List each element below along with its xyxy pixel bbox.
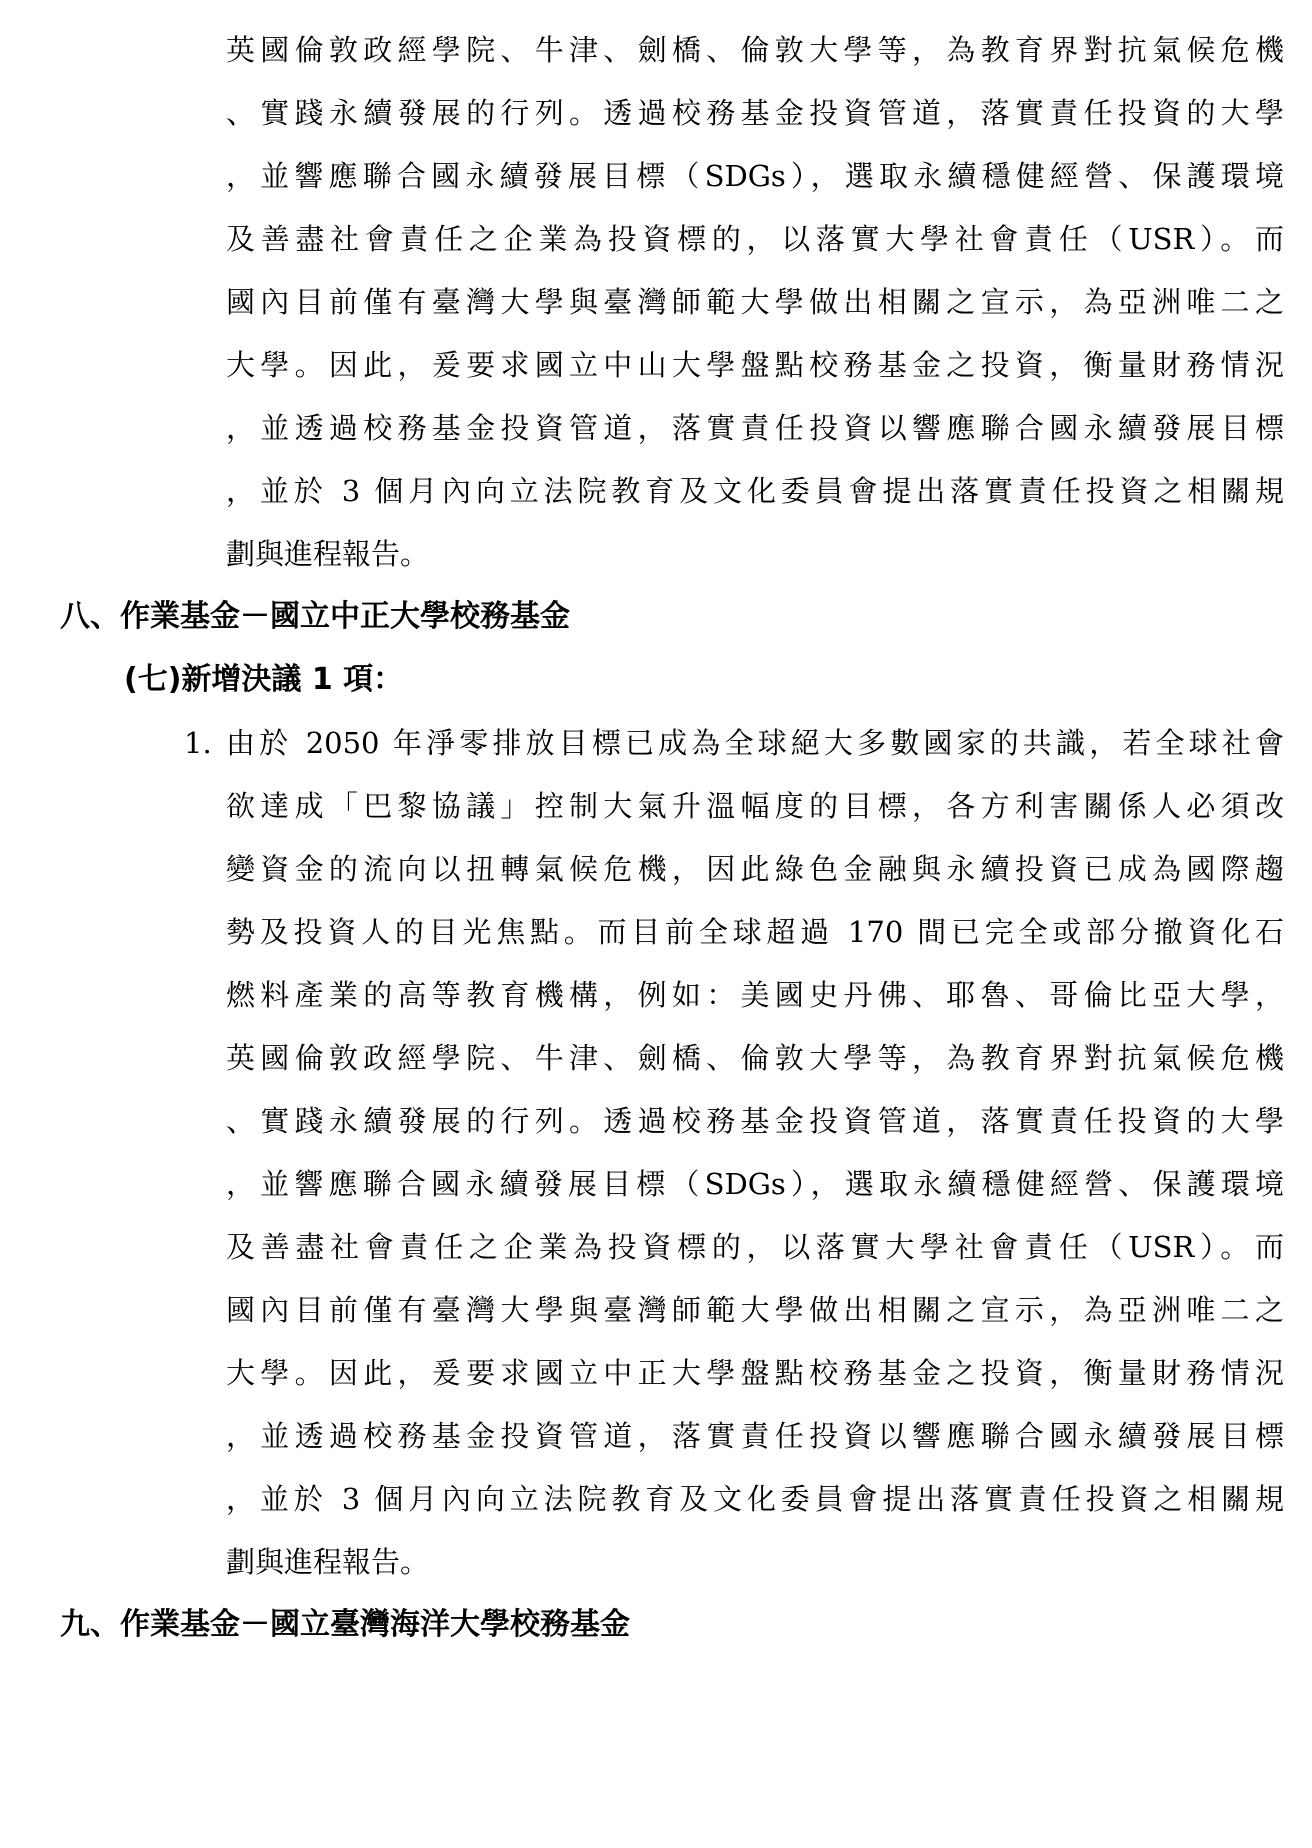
item-line: 欲達成「巴黎協議」控制大氣升溫幅度的目標，各方利害關係人必須改: [226, 789, 1284, 823]
paragraph-line: 及善盡社會責任之企業為投資標的，以落實大學社會責任（USR）。而: [226, 222, 1284, 256]
paragraph-line: ，並透過校務基金投資管道，落實責任投資以響應聯合國永續發展目標: [226, 411, 1284, 445]
paragraph-line: ，並於 3 個月內向立法院教育及文化委員會提出落實責任投資之相關規: [226, 474, 1284, 508]
item-number: 1.: [184, 726, 212, 760]
item-line: 燃料產業的高等教育機構，例如：美國史丹佛、耶魯、哥倫比亞大學，: [226, 978, 1284, 1012]
paragraph-line: 大學。因此，爰要求國立中山大學盤點校務基金之投資，衡量財務情況: [226, 348, 1284, 382]
item-line: 勢及投資人的目光焦點。而目前全球超過 170 間已完全或部分撤資化石: [226, 915, 1284, 949]
item-line: 及善盡社會責任之企業為投資標的，以落實大學社會責任（USR）。而: [226, 1230, 1284, 1264]
resolution-subheading: (七)新增決議 1 項：: [124, 662, 404, 697]
item-line: 變資金的流向以扭轉氣候危機，因此綠色金融與永續投資已成為國際趨: [226, 852, 1284, 886]
paragraph-line: ，並響應聯合國永續發展目標（SDGs），選取永續穩健經營、保護環境: [226, 159, 1284, 193]
item-line: ，並於 3 個月內向立法院教育及文化委員會提出落實責任投資之相關規: [226, 1482, 1284, 1516]
item-line: 大學。因此，爰要求國立中正大學盤點校務基金之投資，衡量財務情況: [226, 1356, 1284, 1390]
item-line: 由於 2050 年淨零排放目標已成為全球絕大多數國家的共識，若全球社會: [226, 726, 1284, 760]
section-heading-9: 九、作業基金－國立臺灣海洋大學校務基金: [60, 1607, 630, 1642]
item-line: ，並響應聯合國永續發展目標（SDGs），選取永續穩健經營、保護環境: [226, 1167, 1284, 1201]
paragraph-line: 劃與進程報告。: [226, 537, 430, 571]
item-line: 國內目前僅有臺灣大學與臺灣師範大學做出相關之宣示，為亞洲唯二之: [226, 1293, 1284, 1327]
paragraph-line: 、實踐永續發展的行列。透過校務基金投資管道，落實責任投資的大學: [226, 96, 1284, 130]
item-line: 英國倫敦政經學院、牛津、劍橋、倫敦大學等，為教育界對抗氣候危機: [226, 1041, 1284, 1075]
item-line: 、實踐永續發展的行列。透過校務基金投資管道，落實責任投資的大學: [226, 1104, 1284, 1138]
item-line: 劃與進程報告。: [226, 1545, 430, 1579]
paragraph-line: 英國倫敦政經學院、牛津、劍橋、倫敦大學等，為教育界對抗氣候危機: [226, 33, 1284, 67]
section-heading-8: 八、作業基金－國立中正大學校務基金: [60, 599, 570, 634]
paragraph-line: 國內目前僅有臺灣大學與臺灣師範大學做出相關之宣示，為亞洲唯二之: [226, 285, 1284, 319]
item-line: ，並透過校務基金投資管道，落實責任投資以響應聯合國永續發展目標: [226, 1419, 1284, 1453]
